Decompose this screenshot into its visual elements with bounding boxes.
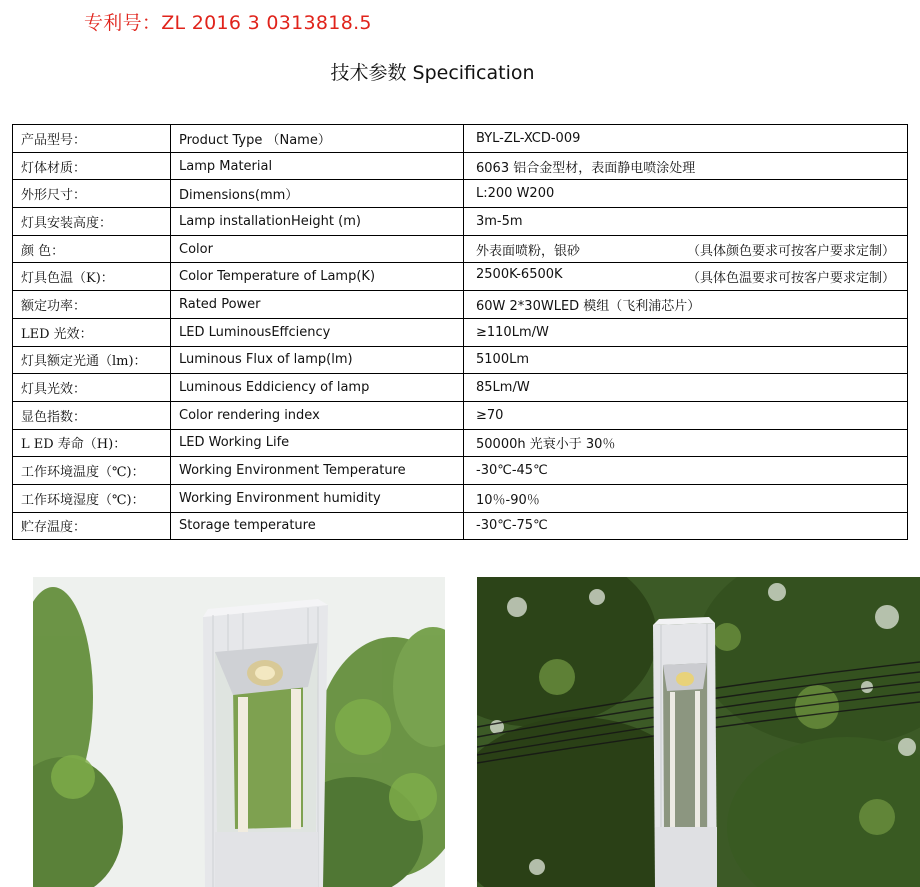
- spec-value: ≥110Lm/W: [476, 324, 549, 340]
- spec-row: [13, 180, 908, 208]
- spec-label-en: Storage temperature: [171, 512, 464, 540]
- spec-value-cell: [464, 125, 908, 153]
- spec-label-cn: 灯具安装高度：: [13, 208, 171, 236]
- spec-value: 5100Lm: [476, 352, 529, 368]
- spec-value-cell: [464, 401, 908, 429]
- spec-value: -30℃-45℃: [476, 463, 548, 479]
- spec-label-cn: LED 光效：: [13, 318, 171, 346]
- spec-label-en: Luminous Eddiciency of lamp: [171, 374, 464, 402]
- patent-number: 专利号：ZL 2016 3 0313818.5: [84, 12, 372, 34]
- spec-value-cell: [464, 208, 908, 236]
- spec-value-cell: [464, 512, 908, 540]
- page-title: 技术参数 Specification: [330, 62, 535, 84]
- spec-row: [13, 152, 908, 180]
- spec-value: 2500K-6500K: [476, 267, 563, 283]
- spec-value-cell: [464, 152, 908, 180]
- spec-row: [13, 457, 908, 485]
- spec-label-cn: 灯体材质：: [13, 152, 171, 180]
- spec-note: （具体颜色要求可按客户要求定制）: [686, 243, 895, 259]
- spec-label-en: Color rendering index: [171, 401, 464, 429]
- spec-value-cell: [464, 484, 908, 512]
- spec-label-en: Rated Power: [171, 291, 464, 319]
- spec-row: [13, 291, 908, 319]
- spec-value: L:200 W200: [476, 186, 555, 202]
- spec-label-cn: L ED 寿命（H)：: [13, 429, 171, 457]
- spec-label-cn: 工作环境湿度（℃)：: [13, 484, 171, 512]
- spec-row: [13, 374, 908, 402]
- spec-value-cell: [464, 235, 908, 263]
- spec-label-en: Lamp Material: [171, 152, 464, 180]
- spec-label-en: Working Environment humidity: [171, 484, 464, 512]
- spec-label-cn: 外形尺寸：: [13, 180, 171, 208]
- lamp-tree-photo: [477, 577, 920, 887]
- spec-row: [13, 318, 908, 346]
- spec-value-cell: [464, 457, 908, 485]
- spec-label-cn: 工作环境温度（℃)：: [13, 457, 171, 485]
- spec-value-cell: [464, 429, 908, 457]
- spec-label-cn: 额定功率：: [13, 291, 171, 319]
- spec-label-en: LED LuminousEffciency: [171, 318, 464, 346]
- spec-label-en: Color: [171, 235, 464, 263]
- spec-label-en: Product Type （Name）: [171, 125, 464, 153]
- spec-value: 85Lm/W: [476, 380, 530, 396]
- spec-label-en: Color Temperature of Lamp(K): [171, 263, 464, 291]
- spec-row: [13, 401, 908, 429]
- spec-row: [13, 484, 908, 512]
- spec-label-cn: 灯具色温（K)：: [13, 263, 171, 291]
- spec-label-cn: 产品型号：: [13, 125, 171, 153]
- spec-row: [13, 429, 908, 457]
- spec-label-en: Working Environment Temperature: [171, 457, 464, 485]
- spec-value: 60W 2*30WLED 模组（飞利浦芯片）: [476, 298, 701, 314]
- spec-value: BYL-ZL-XCD-009: [476, 130, 581, 146]
- spec-value: ≥70: [476, 407, 504, 423]
- spec-label-en: Lamp installationHeight (m): [171, 208, 464, 236]
- spec-label-cn: 灯具额定光通（lm)：: [13, 346, 171, 374]
- spec-value: 3m-5m: [476, 213, 523, 229]
- spec-label-cn: 颜 色：: [13, 235, 171, 263]
- spec-row: [13, 346, 908, 374]
- spec-row: [13, 263, 908, 291]
- spec-value-cell: [464, 291, 908, 319]
- spec-value: 50000h 光衰小于 30％: [476, 437, 616, 453]
- spec-value: 外表面喷粉，银砂: [476, 243, 581, 259]
- spec-row: [13, 235, 908, 263]
- spec-label-cn: 贮存温度：: [13, 512, 171, 540]
- spec-row: [13, 512, 908, 540]
- spec-value-cell: [464, 346, 908, 374]
- spec-value: 10％-90％: [476, 492, 540, 508]
- product-photos: [33, 577, 920, 887]
- spec-table: [12, 124, 908, 540]
- spec-label-en: Luminous Flux of lamp(lm): [171, 346, 464, 374]
- spec-value: 6063 铝合金型材，表面静电喷涂处理: [476, 160, 696, 176]
- spec-row: [13, 125, 908, 153]
- spec-label-en: Dimensions(mm）: [171, 180, 464, 208]
- spec-value-cell: [464, 374, 908, 402]
- spec-value-cell: [464, 318, 908, 346]
- spec-label-cn: 灯具光效：: [13, 374, 171, 402]
- spec-label-en: LED Working Life: [171, 429, 464, 457]
- spec-value-cell: [464, 263, 908, 291]
- spec-note: （具体色温要求可按客户要求定制）: [686, 271, 895, 287]
- spec-row: [13, 208, 908, 236]
- lamp-closeup-photo: [33, 577, 445, 887]
- spec-value-cell: [464, 180, 908, 208]
- spec-value: -30℃-75℃: [476, 518, 548, 534]
- spec-label-cn: 显色指数：: [13, 401, 171, 429]
